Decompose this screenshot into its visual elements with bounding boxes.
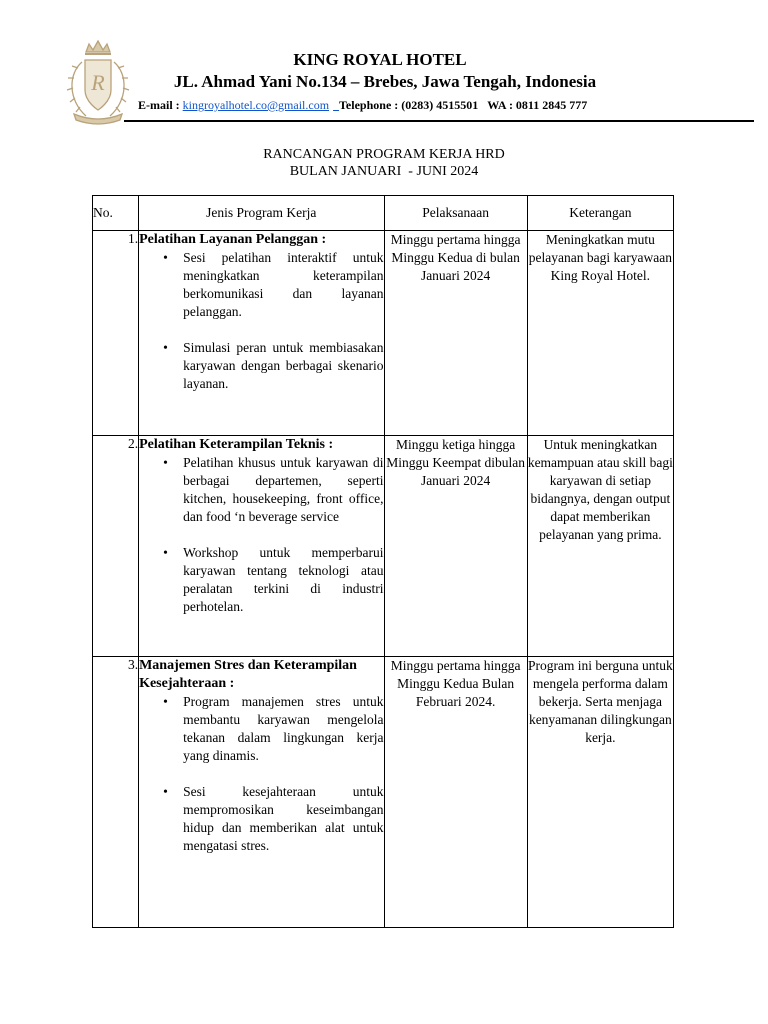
company-address: JL. Ahmad Yani No.134 – Brebes, Jawa Tengah, Indonesia [173, 72, 597, 91]
program-items [139, 454, 383, 616]
table-row [93, 231, 674, 436]
telephone-text: Telephone : (0283) 4515501 [339, 98, 479, 112]
contact-line [138, 98, 638, 113]
list-item: • Workshop untuk memperbarui karyawan tentang teknologi atau peralatan terkini di industri perhotelan. [183, 544, 383, 616]
list-item: • Pelatihan khusus untuk karyawan di berbagai departemen, seperti kitchen, housekeeping, front office, dan food ‘n beverage service [183, 454, 383, 526]
keterangan-cell: Untuk meningkatkan kemampuan atau skill bagi karyawan di setiap bidangnya, dengan output dapat memberikan pelayanan yang prima. [527, 436, 673, 657]
program-cell [139, 436, 384, 657]
list-item: • Simulasi peran untuk membiasakan karyawan dengan berbagai skenario layanan. [183, 339, 383, 393]
header-no: No. [93, 196, 139, 231]
hotel-logo-icon [62, 38, 134, 126]
svg-text:R: R [91, 70, 105, 95]
pelaksanaan-cell: Minggu ketiga hingga Minggu Keempat dibulan Januari 2024 [384, 436, 527, 657]
keterangan-cell: Program ini berguna untuk mengela performa dalam bekerja. Serta menjaga kenyamanan dilingkungan kerja. [527, 657, 673, 928]
program-cell [139, 231, 384, 436]
keterangan-cell: Meningkatkan mutu pelayanan bagi karyawaan King Royal Hotel. [527, 231, 673, 436]
company-name: KING ROYAL HOTEL [293, 50, 467, 69]
program-table [92, 195, 674, 928]
title-line-2: BULAN JANUARI - JUNI 2024 [289, 164, 479, 179]
table-header-row [93, 196, 674, 231]
pelaksanaan-cell: Minggu pertama hingga Minggu Kedua Bulan Februari 2024. [384, 657, 527, 928]
header-divider [124, 120, 754, 122]
email-link[interactable]: kingroyalhotel.co@gmail.com [182, 98, 330, 112]
header-keterangan: Keterangan [527, 196, 673, 231]
program-items [139, 693, 383, 855]
document-title [0, 146, 768, 180]
title-line-1: RANCANGAN PROGRAM KERJA HRD [263, 147, 505, 162]
program-title: Pelatihan Layanan Pelanggan : [139, 232, 327, 247]
program-title: Pelatihan Keterampilan Teknis : [139, 437, 334, 452]
header-pelaksanaan: Pelaksanaan [384, 196, 527, 231]
program-title: Manajemen Stres dan Keterampilan Kesejahteraan : [139, 658, 357, 691]
email-label: E-mail : [138, 98, 180, 112]
row-number: 2. [93, 436, 139, 657]
list-item: • Sesi pelatihan interaktif untuk meningkatkan keterampilan berkomunikasi dan layanan pelanggan. [183, 249, 383, 321]
row-number: 3. [93, 657, 139, 928]
table-row [93, 657, 674, 928]
list-item: • Program manajemen stres untuk membantu karyawan mengelola tekanan dalam lingkungan kerja yang dinamis. [183, 693, 383, 765]
program-cell [139, 657, 384, 928]
list-item: • Sesi kesejahteraan untuk mempromosikan keseimbangan hidup dan memberikan alat untuk mengatasi stres. [183, 783, 383, 855]
row-number: 1. [93, 231, 139, 436]
letterhead [0, 0, 768, 130]
wa-text: WA : 0811 2845 777 [487, 98, 588, 112]
header-jenis: Jenis Program Kerja [139, 196, 384, 231]
table-row [93, 436, 674, 657]
program-items [139, 249, 383, 393]
pelaksanaan-cell: Minggu pertama hingga Minggu Kedua di bulan Januari 2024 [384, 231, 527, 436]
